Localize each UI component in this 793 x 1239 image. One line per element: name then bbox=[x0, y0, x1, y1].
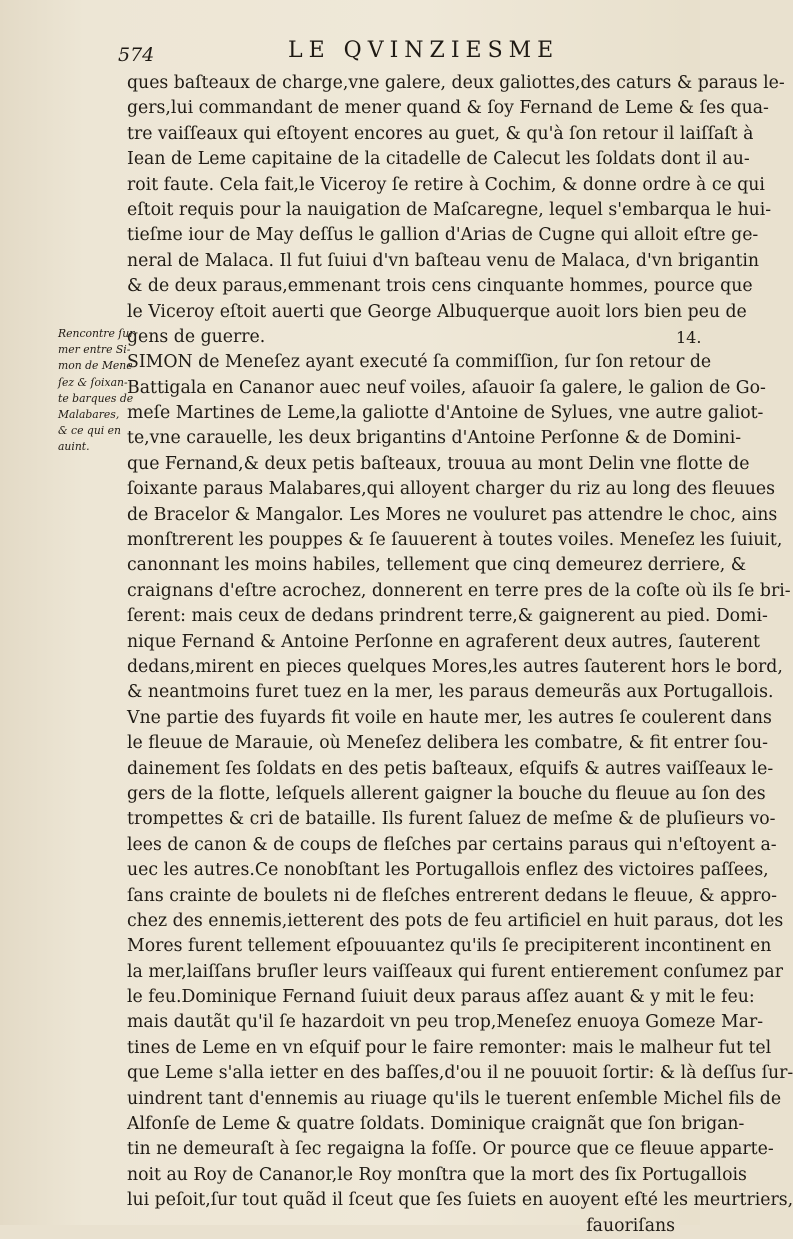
text-line: le Viceroy eſtoit auerti que George Albuquerque auoit lors bien peu de bbox=[127, 301, 747, 322]
text-line: & de deux paraus,emmenant trois cens cinquante hommes, pource que bbox=[127, 276, 753, 297]
text-line: nique Fernand & Antoine Perſonne en agraferent deux autres, ſauterent bbox=[127, 631, 760, 652]
catchword: fauoriſans bbox=[586, 1215, 675, 1236]
margin-note-line: mon de Mene bbox=[58, 359, 133, 373]
text-line: tieſme iour de May deſſus le gallion d'Arias de Cugne qui alloit eſtre ge- bbox=[127, 225, 759, 246]
margin-note-line: mer entre Si- bbox=[58, 343, 131, 357]
page-header bbox=[118, 38, 678, 70]
text-line: SIMON de Meneſez ayant executé ſa commiſſion, ſur ſon retour de bbox=[127, 352, 712, 373]
text-line: & neantmoins furet tuez en la mer, les paraus demeurãs aux Portugallois. bbox=[127, 682, 774, 703]
text-line: ſerent: mais ceux de dedans prindrent terre,& gaignerent au pied. Domi- bbox=[127, 606, 768, 627]
text-line: le feu.Dominique Fernand ſuiuit deux paraus aſſez auant & y mit le feu: bbox=[127, 987, 755, 1008]
margin-note-line: ſez & ſoixan- bbox=[58, 375, 128, 389]
text-line: ſoixante paraus Malabares,qui alloyent charger du riz au long des fleuues bbox=[127, 479, 775, 500]
text-line: monſtrerent les pouppes & ſe ſauuerent à toutes voiles. Meneſez les ſuiuit, bbox=[127, 530, 783, 551]
text-line: mais dautãt qu'il ſe hazardoit vn peu trop,Meneſez enuoya Gomeze Mar- bbox=[127, 1012, 764, 1033]
text-line: Alfonſe de Leme & quatre ſoldats. Dominique craignãt que ſon brigan- bbox=[127, 1114, 745, 1135]
text-line: dedans,mirent en pieces quelques Mores,les autres ſauterent hors le bord, bbox=[127, 656, 783, 677]
text-line: eſtoit requis pour la nauigation de Maſcaregne, lequel s'embarqua le hui- bbox=[127, 199, 772, 220]
margin-note-line: & ce qui en bbox=[58, 424, 122, 438]
text-line: gens de guerre. bbox=[127, 326, 266, 347]
text-line: le fleuue de Marauie, où Meneſez delibera les combatre, & fit entrer ſou- bbox=[127, 733, 768, 754]
margin-note-line: auint. bbox=[58, 440, 90, 454]
page-number: 574 bbox=[118, 44, 155, 66]
margin-note-line: Malabares, bbox=[58, 407, 120, 421]
text-line: uec les autres.Ce nonobſtant les Portugallois enflez des victoires paſſees, bbox=[127, 860, 769, 881]
text-line: craignans d'eſtre acrochez, donnerent en terre pres de la coſte où ils ſe bri- bbox=[127, 580, 791, 601]
margin-note bbox=[58, 326, 135, 456]
text-line: que Fernand,& deux petis baſteaux, trouua au mont Delin vne flotte de bbox=[127, 453, 750, 474]
text-line: chez des ennemis,ietterent des pots de feu artificiel en huit paraus, dot les bbox=[127, 910, 784, 931]
margin-note-line: te barques de bbox=[58, 391, 134, 405]
text-line: trompettes & cri de bataille. Ils furent ſaluez de meſme & de pluſieurs vo- bbox=[127, 809, 776, 830]
text-line: dainement ſes ſoldats en des petis baſteaux, eſquifs & autres vaiſſeaux le- bbox=[127, 758, 774, 779]
text-line: de Bracelor & Mangalor. Les Mores ne vouluret pas attendre le choc, ains bbox=[127, 504, 778, 525]
section-number: 14. bbox=[676, 328, 702, 347]
text-line: Iean de Leme capitaine de la citadelle de Calecut les ſoldats dont il au- bbox=[127, 149, 750, 170]
text-line: neral de Malaca. Il fut ſuiui d'vn baſteau venu de Malaca, d'vn brigantin bbox=[127, 250, 760, 271]
text-line: ſans crainte de boulets ni de fleſches entrerent dedans le fleuue, & appro- bbox=[127, 885, 777, 906]
text-line: meſe Martines de Leme,la galiotte d'Antoine de Sylues, vne autre galiot- bbox=[127, 403, 764, 424]
text-line: te,vne carauelle, les deux brigantins d'Antoine Perſonne & de Domini- bbox=[127, 428, 742, 449]
text-line: Battigala en Cananor auec neuf voiles, aſauoir ſa galere, le galion de Go- bbox=[127, 377, 766, 398]
text-line: lui peſoit,ſur tout quãd il ſceut que ſes ſuiets en auoyent eſté les meurtriers, bbox=[127, 1190, 793, 1211]
text-line: canonnant les moins habiles, tellement que cinq demeurez derriere, & bbox=[127, 555, 747, 576]
text-line: gers de la flotte, leſquels allerent gaigner la bouche du fleuue au ſon des bbox=[127, 783, 766, 804]
text-line: tin ne demeuraſt à ſec regaigna la foſſe. Or pource que ce fleuue apparte- bbox=[127, 1139, 774, 1160]
text-line: uindrent tant d'ennemis au riuage qu'ils le tuerent enſemble Michel fils de bbox=[127, 1088, 782, 1109]
text-line: noit au Roy de Cananor,le Roy monſtra que la mort des ſix Portugallois bbox=[127, 1164, 747, 1185]
text-line: Mores furent tellement eſpouuantez qu'ils ſe precipiterent incontinent en bbox=[127, 936, 772, 957]
text-line: ques baſteaux de charge,vne galere, deux galiottes,des caturs & paraus le- bbox=[127, 73, 785, 93]
text-line: roit faute. Cela fait,le Viceroy ſe retire à Cochim, & donne ordre à ce qui bbox=[127, 174, 765, 195]
text-line: tines de Leme en vn eſquif pour le faire remonter: mais le malheur fut tel bbox=[127, 1037, 772, 1058]
text-line: lees de canon & de coups de fleſches par certains paraus qui n'eſtoyent a- bbox=[127, 834, 777, 855]
text-line: la mer,laiſſans bruſler leurs vaiſſeaux qui furent entierement conſumez par bbox=[127, 961, 783, 982]
text-line: gers,lui commandant de mener quand & ſoy Fernand de Leme & ſes qua- bbox=[127, 98, 769, 119]
running-title: LE QVINZIESME bbox=[288, 38, 560, 63]
text-line: que Leme s'alla ietter en des baſſes,d'ou il ne pouuoit ſortir: & là deſſus ſur- bbox=[127, 1063, 793, 1084]
text-line: tre vaiſſeaux qui eſtoyent encores au guet, & qu'à ſon retour il laiſſaſt à bbox=[127, 123, 754, 144]
margin-note-line: Rencontre ſur bbox=[58, 327, 135, 340]
text-line: Vne partie des fuyards fit voile en haute mer, les autres ſe coulerent dans bbox=[127, 707, 772, 728]
